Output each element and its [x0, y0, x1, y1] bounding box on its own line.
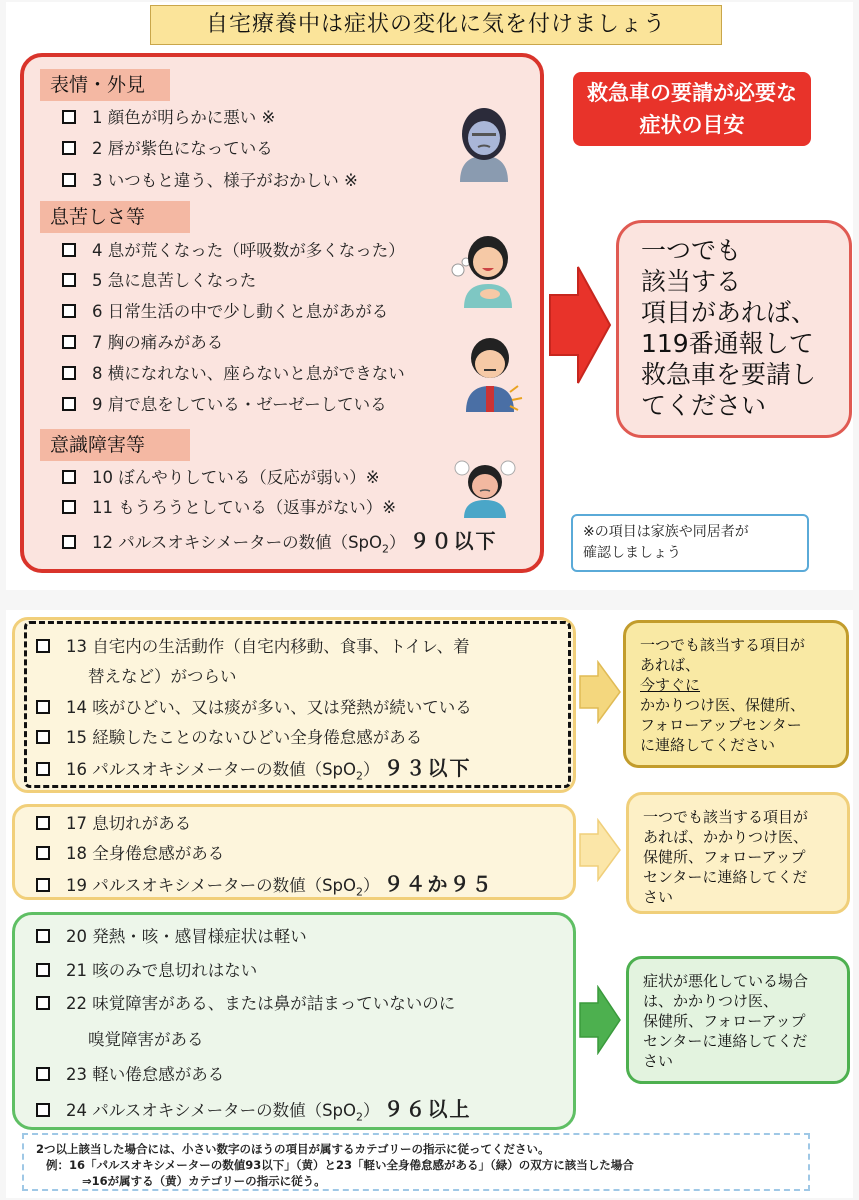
symptom-item-24[interactable]: 24 パルスオキシメーターの数値（SpO$_2$） ９６以上	[36, 1098, 472, 1128]
checkbox-icon[interactable]	[62, 470, 76, 484]
symptom-item-5[interactable]: 5 急に息苦しくなった	[62, 270, 256, 292]
family-check-note: ※の項目は家族や同居者が 確認しましょう	[571, 514, 809, 572]
checkbox-icon[interactable]	[36, 730, 50, 744]
green-action-instruction: 症状が悪化している場合 は、かかりつけ医、 保健所、フォローアップ センターに連絡してくだ さい	[626, 956, 850, 1084]
checkbox-icon[interactable]	[36, 762, 50, 776]
checkbox-icon[interactable]	[62, 397, 76, 411]
checkbox-icon[interactable]	[36, 639, 50, 653]
symptom-item-19[interactable]: 19 パルスオキシメーターの数値（SpO$_2$） ９４か９５	[36, 873, 494, 903]
pale-face-person-icon	[452, 100, 516, 184]
checkbox-icon[interactable]	[36, 700, 50, 714]
checkbox-icon[interactable]	[62, 366, 76, 380]
yellow-arrow-icon	[578, 660, 622, 724]
symptom-item-10[interactable]: 10 ぼんやりしている（反応が弱い）※	[62, 467, 380, 489]
symptom-item-4[interactable]: 4 息が荒くなった（呼吸数が多くなった）	[62, 240, 405, 262]
checkbox-icon[interactable]	[36, 878, 50, 892]
symptom-item-14[interactable]: 14 咳がひどい、又は痰が多い、又は発熱が続いている	[36, 697, 472, 719]
page-title: 自宅療養中は症状の変化に気を付けましょう	[150, 5, 722, 45]
priority-footnote: 2つ以上該当した場合には、小さい数字のほうの項目が属するカテゴリーの指示に従ってください。 例：16「パルスオキシメーターの数値93以下」（黄）と23「軽い全身倦怠感がある」（緑）の双方に該当した場合 ⇒16が属する（黄）カテゴリーの指示に従う。	[22, 1133, 810, 1191]
call-119-instruction: 一つでも 該当する 項目があれば、 119番通報して 救急車を要請し てください	[616, 220, 852, 438]
category-appearance-label: 表情・外見	[40, 69, 170, 101]
symptom-item-9[interactable]: 9 肩で息をしている・ゼーゼーしている	[62, 394, 387, 416]
checkbox-icon[interactable]	[36, 1103, 50, 1117]
symptom-item-6[interactable]: 6 日常生活の中で少し動くと息があがる	[62, 301, 388, 323]
symptom-item-18[interactable]: 18 全身倦怠感がある	[36, 843, 224, 865]
checkbox-icon[interactable]	[62, 500, 76, 514]
checkbox-icon[interactable]	[36, 996, 50, 1010]
category-breathing-label: 息苦しさ等	[40, 201, 190, 233]
checkbox-icon[interactable]	[62, 304, 76, 318]
checkbox-icon[interactable]	[36, 963, 50, 977]
green-arrow-icon	[578, 985, 622, 1055]
symptom-item-21[interactable]: 21 咳のみで息切れはない	[36, 960, 257, 982]
red-arrow-icon	[548, 265, 612, 385]
symptom-item-13-cont: 替えなど）がつらい	[88, 667, 237, 686]
checkbox-icon[interactable]	[36, 846, 50, 860]
checkbox-icon[interactable]	[62, 173, 76, 187]
chest-pain-person-icon	[458, 334, 526, 412]
symptom-item-23[interactable]: 23 軽い倦怠感がある	[36, 1064, 224, 1086]
symptom-item-22[interactable]: 22 味覚障害がある、または鼻が詰まっていないのに	[36, 993, 455, 1015]
checkbox-icon[interactable]	[62, 273, 76, 287]
symptom-item-16[interactable]: 16 パルスオキシメーターの数値（SpO$_2$） ９３以下	[36, 757, 472, 787]
symptom-item-12[interactable]: 12 パルスオキシメーターの数値（SpO$_2$） ９０以下	[62, 530, 498, 560]
light-yellow-arrow-icon	[578, 818, 622, 882]
symptom-item-22-cont: 嗅覚障害がある	[88, 1030, 204, 1049]
yellow-action-instruction: 一つでも該当する項目が あれば、 今すぐに かかりつけ医、保健所、 フォローアップセンター に連絡してください	[623, 620, 849, 768]
checkbox-icon[interactable]	[36, 816, 50, 830]
category-consciousness-label: 意識障害等	[40, 429, 190, 461]
symptom-item-20[interactable]: 20 発熱・咳・感冒様症状は軽い	[36, 926, 307, 948]
symptom-item-11[interactable]: 11 もうろうとしている（返事がない）※	[62, 497, 396, 519]
checkbox-icon[interactable]	[62, 243, 76, 257]
symptom-item-13[interactable]: 13 自宅内の生活動作（自宅内移動、食事、トイレ、着	[36, 636, 470, 658]
breathless-person-icon	[450, 232, 518, 308]
dizzy-person-icon	[452, 458, 518, 518]
checkbox-icon[interactable]	[62, 535, 76, 549]
emergency-header-badge: 救急車の要請が必要な 症状の目安	[573, 72, 811, 146]
checkbox-icon[interactable]	[62, 335, 76, 349]
checkbox-icon[interactable]	[62, 141, 76, 155]
light-yellow-action-instruction: 一つでも該当する項目が あれば、かかりつけ医、 保健所、フォローアップ センターに連絡してくだ さい	[626, 792, 850, 914]
symptom-item-1[interactable]: 1 顔色が明らかに悪い ※	[62, 107, 275, 129]
symptom-item-8[interactable]: 8 横になれない、座らないと息ができない	[62, 363, 405, 385]
checkbox-icon[interactable]	[62, 110, 76, 124]
symptom-item-3[interactable]: 3 いつもと違う、様子がおかしい ※	[62, 170, 358, 192]
symptom-item-7[interactable]: 7 胸の痛みがある	[62, 332, 223, 354]
checkbox-icon[interactable]	[36, 1067, 50, 1081]
symptom-item-17[interactable]: 17 息切れがある	[36, 813, 191, 835]
symptom-item-2[interactable]: 2 唇が紫色になっている	[62, 138, 273, 160]
symptom-item-15[interactable]: 15 経験したことのないひどい全身倦怠感がある	[36, 727, 422, 749]
checkbox-icon[interactable]	[36, 929, 50, 943]
